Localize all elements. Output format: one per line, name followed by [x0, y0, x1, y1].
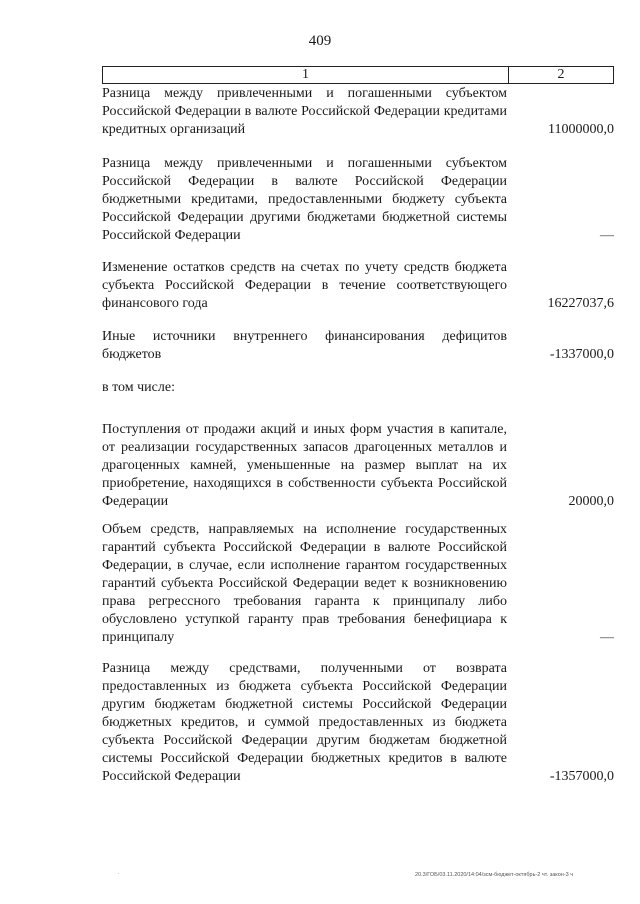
row-description: в том числе:	[102, 380, 175, 395]
row-value: 16227037,6	[547, 296, 614, 311]
row-value: -1357000,0	[549, 769, 614, 784]
table-row	[102, 259, 614, 313]
row-value: —	[600, 630, 614, 645]
table-row	[102, 328, 614, 364]
row-description: Разница между средствами, полученными от возврата предоставленных из бюджета субъекта Российской Федерации другим бюджетам бюджетной системы Российской Федерации бюджетных кредитов, и суммой предоставленных из бюджета субъекта Российской Федерации другим бюджетам бюджетной системы Российской Федерации бюджетных кредитов в валюте Российской Федерации	[102, 661, 507, 784]
row-value: 11000000,0	[548, 122, 614, 137]
table-row	[102, 521, 614, 647]
table-row	[102, 85, 614, 139]
table-row	[102, 379, 614, 397]
row-value: 20000,0	[568, 494, 614, 509]
page-number: 409	[308, 33, 332, 49]
row-description: Объем средств, направляемых на исполнение государственных гарантий субъекта Российской Федерации в валюте Российской Федерации, в случае, если исполнение гарантом государственных гарантий субъекта Российской Федерации ведет к возникновению права регрессного требования гаранта к принципалу либо обусловлено уступкой гаранту прав требования бенефициара к принципалу	[102, 522, 507, 645]
row-description: Разница между привлеченными и погашенными субъектом Российской Федерации в валюте Российской Федерации кредитами кредитных организаций	[102, 86, 507, 137]
table-header	[102, 66, 614, 84]
table-row	[102, 421, 614, 511]
table-row	[102, 660, 614, 786]
header-col-2: 2	[557, 67, 565, 82]
row-description: Поступления от продажи акций и иных форм участия в капитале, от реализации государственных запасов драгоценных металлов и драгоценных камней, уменьшенные на размер выплат на их приобретение, находящихся в собственности субъекта Российской Федерации	[102, 422, 507, 509]
table-row	[102, 155, 614, 245]
row-description: Разница между привлеченными и погашенными субъектом Российской Федерации в валюте Российской Федерации бюджетными кредитами, предоставленными бюджету субъекта Российской Федерации другими бюджетами бюджетной системы Российской Федерации	[102, 156, 507, 243]
row-description: Изменение остатков средств на счетах по учету средств бюджета субъекта Российской Федерации в течение соответствующего финансового года	[102, 260, 507, 311]
row-value: —	[600, 228, 614, 243]
header-col-1: 1	[103, 67, 509, 83]
scan-mark: .	[118, 870, 120, 876]
row-value: -1337000,0	[549, 347, 614, 362]
footer-stamp: 20.3/ГОБ/03.11.2020/14:04/зсм-бюджет-октябрь-2 чт. закон-3 ч	[415, 872, 574, 878]
row-description: Иные источники внутреннего финансирования дефицитов бюджетов	[102, 329, 507, 362]
